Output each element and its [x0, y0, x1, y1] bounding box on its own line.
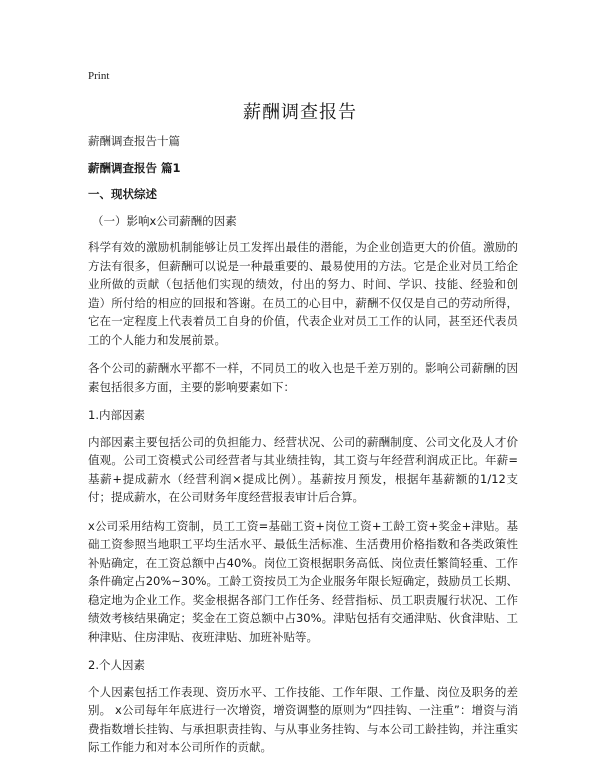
document-subtitle: 薪酬调查报告十篇	[88, 134, 180, 148]
paragraph-incentive: 科学有效的激励机制能够让员工发挥出最佳的潜能，为企业创造更大的价值。激励的方法有很多，但薪酬可以说是一种最重要的、最易使用的方法。它是企业对员工给企业所做的贡献（包括他们实现的绩效，付出的努力、时间、学识、技能、经验和创造）所付给的相应的回报和答谢。在员工的心目中，薪酬不仅仅是自己的劳动所得，它在一定程度上代表着员工自身的价值，代表企业对员工工作的认同，甚至还代表员工的个人能力和发展前景。	[88, 240, 518, 347]
heading-personal-factors: 2.个人因素	[88, 658, 145, 672]
article-heading: 薪酬调查报告 篇1	[88, 160, 181, 175]
heading-internal-factors: 1.内部因素	[88, 408, 145, 422]
paragraph-internal-factors: 内部因素主要包括公司的负担能力、经营状况、公司的薪酬制度、公司文化及人才价值观。公司工资模式公司经营者与其业绩挂钩，其工资与年经营利润成正比。年薪=基薪+提成薪水（经营利润×提成比例）。基薪按月预发，根据年基薪额的1/12支付；提成薪水，在公司财务年度经营报表审计后合算。	[88, 434, 518, 504]
paragraph-personal-factors: 个人因素包括工作表现、资历水平、工作技能、工作年限、工作量、岗位及职务的差别。 x公司每年年底进行一次增资，增资调整的原则为“四挂钩、一注重”：增资与消费指数增长挂钩、与承担职责挂钩、与从事业务挂钩、与本公司工龄挂钩，并注重实际工作能力和对本公司所作的贡献。	[88, 684, 518, 754]
page-title: 薪酬调查报告	[243, 102, 357, 123]
document-body	[88, 132, 518, 767]
paragraph-factors: 各个公司的薪酬水平都不一样，不同员工的收入也是千差万别的。影响公司薪酬的因素包括很多方面，主要的影响要素如下：	[88, 361, 518, 394]
sub-heading: （一）影响x公司薪酬的因素	[92, 213, 237, 228]
section-heading: 一、现状综述	[88, 187, 157, 201]
print-label: Print	[88, 70, 110, 82]
paragraph-salary-structure: x公司采用结构工资制，员工工资=基础工资+岗位工资+工龄工资+奖金+津贴。基础工资参照当地职工平均生活水平、最低生活标准、生活费用价格指数和各类政策性补贴确定，在工资总额中占40%。岗位工资根据职务高低、岗位责任繁简轻重、工作条件确定占20%~30%。工龄工资按员工为企业服务年限长短确定，鼓励员工长期、稳定地为企业工作。奖金根据各部门工作任务、经营指标、员工职责履行状况、工作绩效考核结果确定；奖金在工资总额中占30%。津贴包括有交通津贴、伙食津贴、工种津贴、住房津贴、夜班津贴、加班补贴等。	[88, 518, 518, 644]
